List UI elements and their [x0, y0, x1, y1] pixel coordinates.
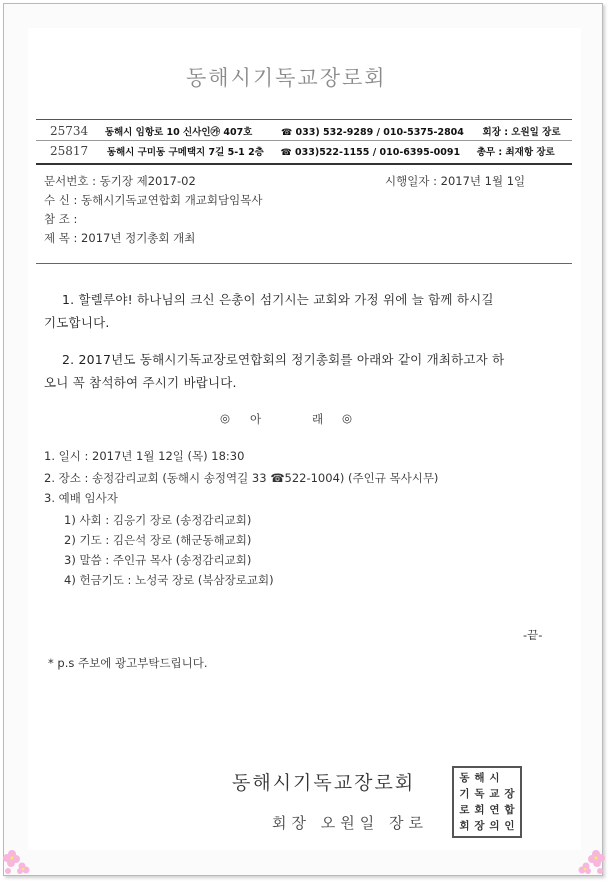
address-1: 동해시 임항로 10 신사인㉮ 407호	[104, 127, 253, 138]
seal-char: 회	[459, 820, 470, 832]
seal-char: 해	[474, 772, 485, 784]
role-1: 회장 : 오원일 장로	[482, 127, 561, 138]
seal-char: 회	[474, 804, 485, 816]
footer-org-name: 동해시기독교장로회	[232, 772, 416, 794]
zip-code-2: 25817	[50, 144, 89, 158]
detail-location: 2. 장소 : 송정감리교회 (동해시 송정역길 33 ☎522-1004) (주인규 목사시무)	[44, 471, 439, 485]
zip-code-1: 25734	[50, 124, 89, 138]
paragraph-1-line-2: 기도합니다.	[44, 315, 110, 330]
header-mid-rule	[36, 140, 572, 141]
seal-char: 합	[504, 804, 515, 816]
seal-char: 시	[489, 772, 500, 784]
header-top-rule	[36, 119, 572, 120]
paragraph-1-line-1: 1. 할렐루야! 하나님의 크신 은총이 섬기시는 교회와 가정 위에 늘 함께 하시길	[62, 292, 494, 307]
phone-1: 033) 532-9289 / 010-5375-2804	[295, 127, 464, 138]
phone-2: 033)522-1155 / 010-6395-0091	[295, 147, 461, 158]
seal-char: 의	[489, 820, 500, 832]
seal-char: 인	[504, 820, 515, 832]
list-item: 4) 헌금기도 : 노성국 장로 (북삼장로교회)	[64, 573, 274, 587]
flower-decoration-icon	[576, 846, 606, 876]
subject: 제 목 : 2017년 정기총회 개최	[44, 231, 196, 245]
header-bottom-rule	[36, 163, 572, 165]
doc-number: 문서번호 : 동기장 제2017-02	[44, 174, 196, 188]
paragraph-2-line-1: 2. 2017년도 동해시기독교장로연합회의 정기총회를 아래와 같이 개최하고자 하	[62, 352, 505, 367]
footer-signature: 회장 오원일 장로	[272, 814, 428, 832]
phone-icon: ☎	[280, 148, 292, 158]
detail-date: 1. 일시 : 2017년 1월 12일 (목) 18:30	[44, 449, 245, 463]
role-2: 총무 : 최재항 장로	[476, 147, 555, 158]
official-seal	[452, 766, 522, 838]
list-item: 2) 기도 : 김은석 장로 (해군동해교회)	[64, 533, 252, 547]
below-heading-rae: 래	[312, 412, 324, 426]
issue-date: 시행일자 : 2017년 1월 1일	[385, 174, 526, 188]
seal-char: 교	[489, 788, 500, 800]
seal-char: 동	[459, 772, 470, 784]
below-mark-left: ◎	[220, 411, 231, 425]
seal-char	[502, 770, 517, 786]
address-line-1	[50, 124, 561, 138]
address-line-2	[50, 144, 555, 158]
detail-worship-leaders: 3. 예배 임사자	[44, 491, 118, 505]
list-item: 3) 말씀 : 주인규 목사 (송정감리교회)	[64, 553, 252, 567]
below-heading-a: 아	[250, 412, 262, 426]
address-2: 동해시 구미동 구메택지 7길 5-1 2층	[106, 147, 264, 158]
end-mark: -끝-	[523, 628, 543, 642]
org-header-title: 동해시기독교장로회	[186, 66, 387, 90]
seal-char: 장	[474, 820, 485, 832]
phone-icon: ☎	[281, 128, 293, 138]
flower-decoration-icon	[2, 846, 32, 876]
below-mark-right: ◎	[342, 411, 353, 425]
meta-bottom-rule	[36, 263, 572, 264]
list-item: 1) 사회 : 김응기 장로 (송정감리교회)	[64, 513, 252, 527]
seal-char: 로	[459, 804, 470, 816]
reference: 참 조 :	[44, 212, 78, 226]
seal-char: 연	[489, 804, 500, 816]
recipient: 수 신 : 동해시기독교연합회 개교회담임목사	[44, 193, 263, 207]
ps-note: * p.s 주보에 광고부탁드립니다.	[48, 656, 208, 670]
paragraph-2-line-2: 오니 꼭 참석하여 주시기 바랍니다.	[44, 375, 237, 390]
seal-char: 독	[474, 788, 485, 800]
seal-char: 기	[459, 788, 470, 800]
seal-char: 장	[504, 788, 515, 800]
